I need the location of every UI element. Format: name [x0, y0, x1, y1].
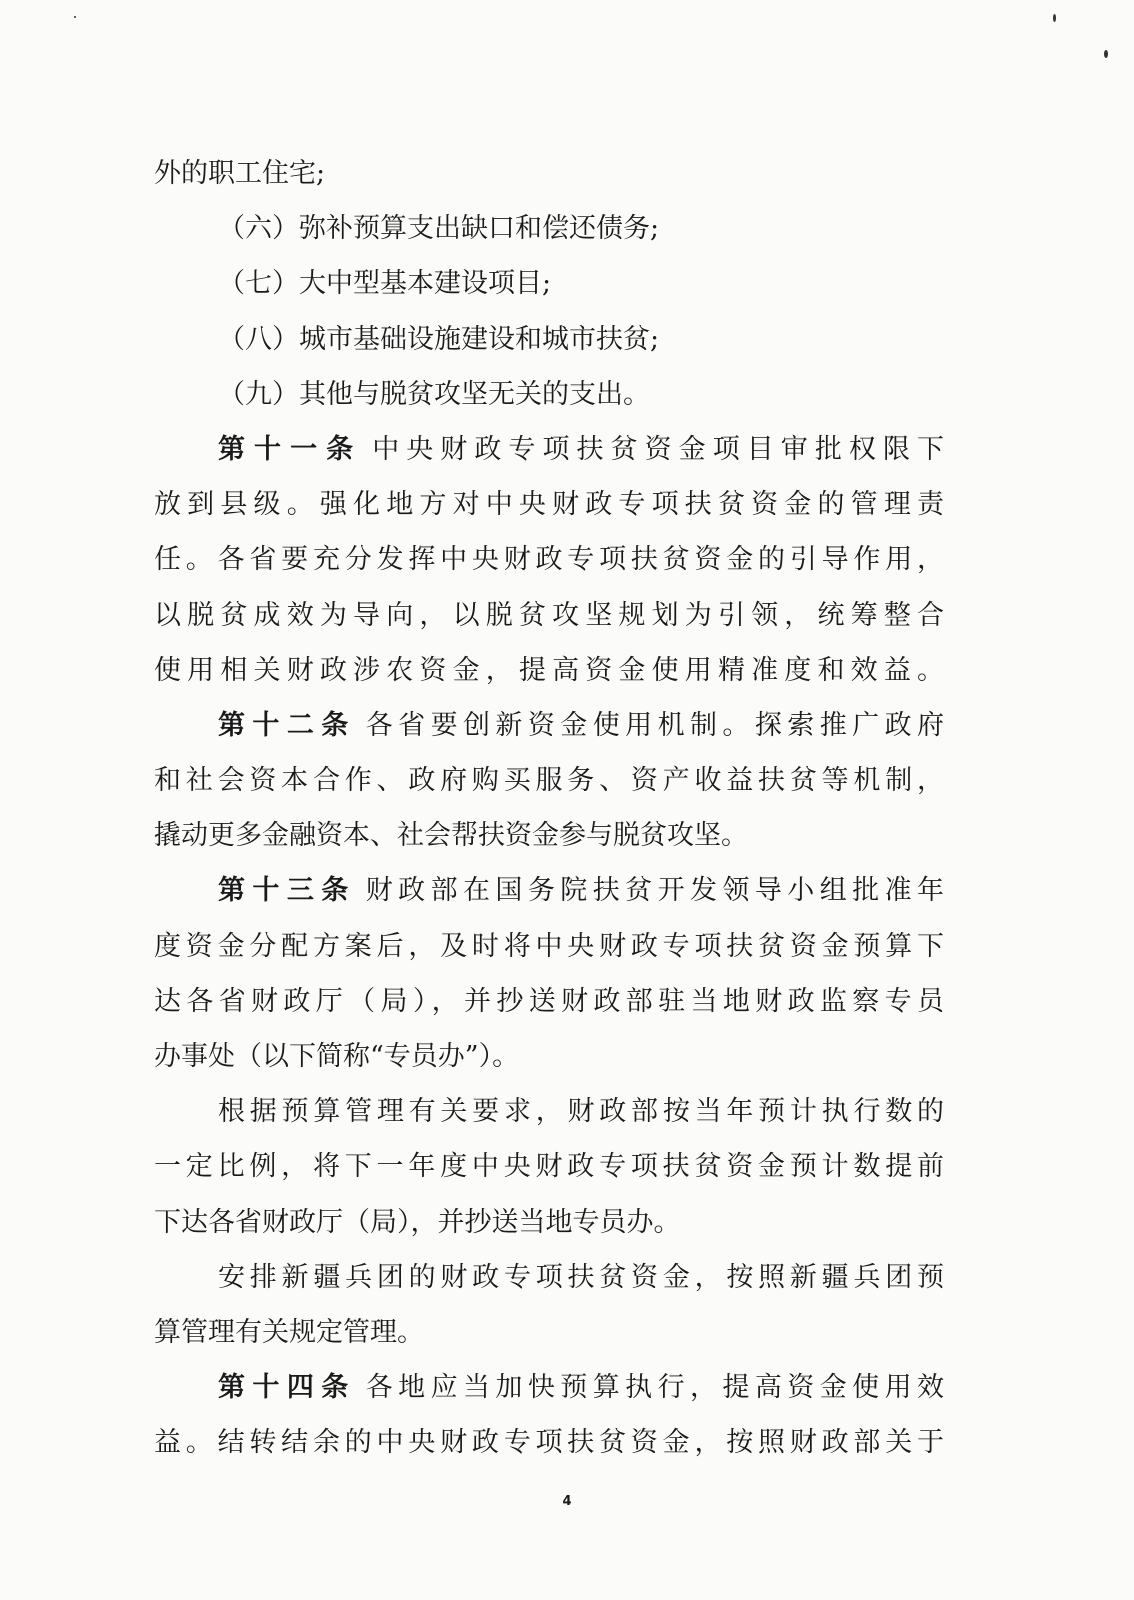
article-number: 第十三条	[218, 875, 356, 907]
text-line: 使用相关财政涉农资金，提高资金使用精准度和效益。	[154, 654, 944, 686]
page-number: 4	[562, 1494, 572, 1509]
text-line: 以脱贫成效为导向，以脱贫攻坚规划为引领，统筹整合	[154, 599, 944, 631]
list-item: （七）大中型基本建设项目;	[218, 268, 552, 300]
text-line: 算管理有关规定管理。	[154, 1316, 424, 1348]
text-line: 度资金分配方案后，及时将中央财政专项扶贫资金预算下	[154, 930, 944, 962]
text-line: 下达各省财政厅（局），并抄送当地专员办。	[154, 1206, 681, 1238]
text-line: 益。结转结余的中央财政专项扶贫资金，按照财政部关于	[154, 1427, 944, 1459]
text-line: 办事处（以下简称“专员办”）。	[154, 1041, 520, 1072]
text-line: 任。各省要充分发挥中央财政专项扶贫资金的引导作用，	[154, 544, 944, 576]
article-heading-line: 第十三条 财政部在国务院扶贫开发领导小组批准年	[218, 875, 945, 907]
article-number: 第十四条	[218, 1372, 356, 1404]
scan-speck	[1053, 14, 1056, 22]
text-line: 和社会资本合作、政府购买服务、资产收益扶贫等机制，	[154, 765, 944, 797]
list-item: （九）其他与脱贫攻坚无关的支出。	[218, 378, 650, 410]
text-line: 安排新疆兵团的财政专项扶贫资金，按照新疆兵团预	[218, 1261, 944, 1293]
scan-speck	[1104, 50, 1108, 58]
article-number: 第十二条	[218, 709, 356, 741]
scan-speck	[74, 16, 76, 18]
text-line: 外的职工住宅;	[154, 158, 326, 189]
text-line: 达各省财政厅（局），并抄送财政部驻当地财政监察专员	[154, 985, 944, 1017]
list-item: （六）弥补预算支出缺口和偿还债务;	[218, 213, 660, 245]
article-heading-line: 第十一条 中央财政专项扶贫资金项目审批权限下	[218, 433, 945, 465]
document-body	[154, 146, 944, 1471]
article-heading-line: 第十四条 各地应当加快预算执行，提高资金使用效	[218, 1372, 945, 1404]
text-line: 根据预算管理有关要求，财政部按当年预计执行数的	[218, 1096, 944, 1128]
text-line: 撬动更多金融资本、社会帮扶资金参与脱贫攻坚。	[154, 820, 748, 852]
text-line: 放到县级。强化地方对中央财政专项扶贫资金的管理责	[154, 489, 944, 521]
article-heading-line: 第十二条 各省要创新资金使用机制。探索推广政府	[218, 709, 945, 741]
article-number: 第十一条	[218, 433, 363, 465]
list-item: （八）城市基础设施建设和城市扶贫;	[218, 323, 660, 355]
text-line: 一定比例，将下一年度中央财政专项扶贫资金预计数提前	[154, 1151, 944, 1183]
